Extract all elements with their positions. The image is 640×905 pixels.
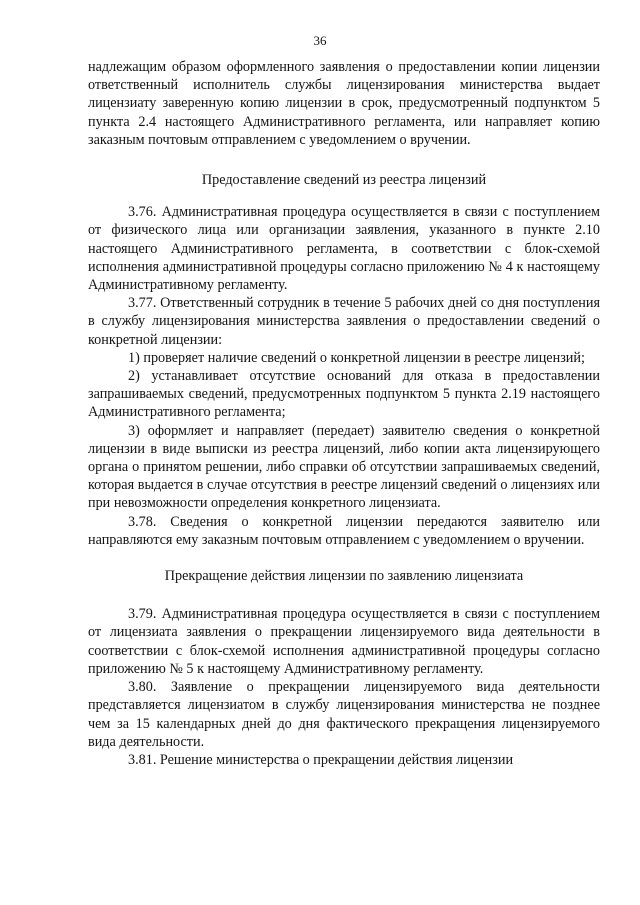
- document-body: [88, 58, 600, 769]
- paragraph-3-77: 3.77. Ответственный сотрудник в течение 5 рабочих дней со дня поступления в службу лицензирования министерства заявления о предоставлении сведений о конкретной лицензии:: [88, 295, 600, 348]
- list-item-1: 1) проверяет наличие сведений о конкретной лицензии в реестре лицензий;: [128, 349, 585, 366]
- paragraph-3-79: 3.79. Административная процедура осуществляется в связи с поступлением от лицензиата заявления о прекращении лицензируемого вида деятельности в соответствии с блок-схемой исполнения административной процедуры согласно приложению № 5 к настоящему Административному регламенту.: [88, 606, 600, 677]
- paragraph-intro: надлежащим образом оформленного заявления о предоставлении копии лицензии ответственный исполнитель службы лицензирования министерства выдает лицензиату заверенную копию лицензии в срок, предусмотренный подпунктом 5 пункта 2.4 настоящего Административного регламента, или направляет копию заказным почтовым отправлением с уведомлением о вручении.: [88, 59, 600, 148]
- paragraph-3-76: 3.76. Административная процедура осуществляется в связи с поступлением от физического лица или организации заявления, указанного в пункте 2.10 настоящего Административного регламента, в соответствии с блок-схемой исполнения административной процедуры согласно приложению № 4 к настоящему Административному регламенту.: [88, 204, 600, 294]
- paragraph-3-78: 3.78. Сведения о конкретной лицензии передаются заявителю или направляются ему заказным почтовым отправлением с уведомлением о вручении.: [88, 513, 600, 548]
- paragraph-3-81: 3.81. Решение министерства о прекращении действия лицензии: [128, 751, 514, 768]
- list-item-3: 3) оформляет и направляет (передает) заявителю сведения о конкретной лицензии в виде выписки из реестра лицензий, либо копии акта лицензирующего органа о принятом решении, либо справки об отсутствии запрашиваемых сведений, которая выдается в случае отсутствия в реестре лицензий сведений о лицензиях или при невозможности определения конкретного лицензиата.: [88, 422, 600, 512]
- page-number: 36: [313, 33, 327, 48]
- paragraph-3-80: 3.80. Заявление о прекращении лицензируемого вида деятельности представляется лицензиатом в службу лицензирования министерства не позднее чем за 15 календарных дней до дня фактического прекращения лицензируемого вида деятельности.: [88, 679, 600, 750]
- list-item-2: 2) устанавливает отсутствие оснований для отказа в предоставлении запрашиваемых сведений, предусмотренных подпунктом 5 пункта 2.19 настоящего Административного регламента;: [88, 368, 600, 421]
- section-heading-license-termination: Прекращение действия лицензии по заявлению лицензиата: [164, 568, 524, 585]
- section-heading-registry-info: Предоставление сведений из реестра лицензий: [201, 172, 487, 189]
